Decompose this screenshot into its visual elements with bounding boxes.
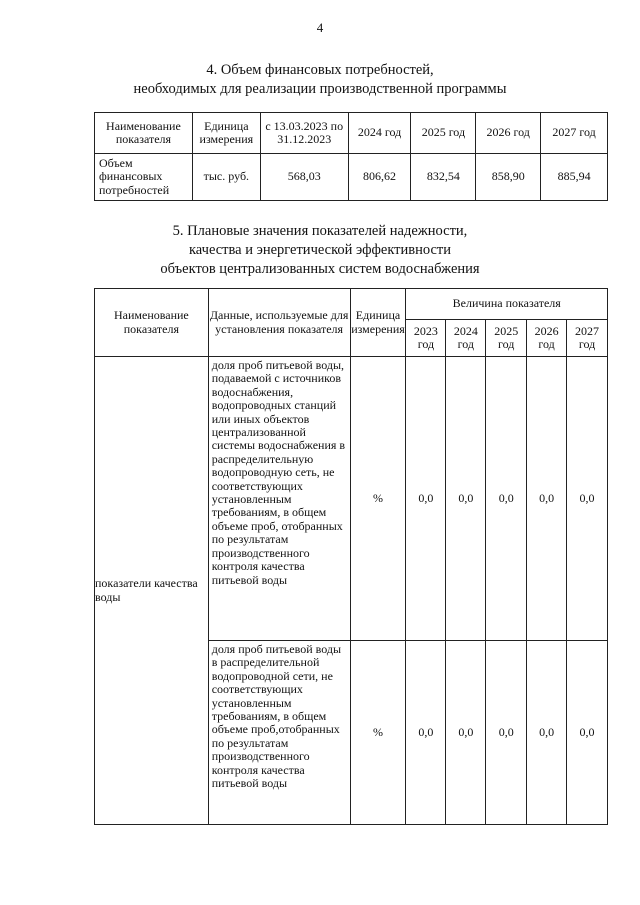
page-number: 4	[316, 20, 324, 35]
cell-2026: 858,90	[476, 154, 541, 201]
table-row	[95, 357, 608, 641]
cell-2025: 832,54	[411, 154, 476, 201]
cell-unit: %	[350, 641, 406, 825]
cell-value: 0,0	[567, 641, 608, 825]
section5-title	[0, 222, 640, 279]
cell-name: Объем финансовых потребностей	[95, 154, 193, 201]
header-period: с 13.03.2023 по 31.12.2023	[260, 113, 348, 154]
cell-2024: 806,62	[348, 154, 411, 201]
header-year-2027: 2027 год	[567, 320, 608, 357]
cell-unit: %	[350, 357, 406, 641]
header-value: Величина показателя	[406, 289, 608, 320]
header-data: Данные, используемые для установления показателя	[208, 289, 350, 357]
table-row	[95, 154, 608, 201]
section5-title-line1: 5. Плановые значения показателей надежности,	[172, 223, 468, 239]
section4-title-line1: 4. Объем финансовых потребностей,	[206, 62, 434, 78]
table-header-row	[95, 113, 608, 154]
header-2025: 2025 год	[411, 113, 476, 154]
section4-title	[0, 61, 640, 99]
cell-value: 0,0	[406, 357, 446, 641]
table-header-row	[95, 289, 608, 320]
header-unit: Единица измерения	[192, 113, 260, 154]
header-2026: 2026 год	[476, 113, 541, 154]
cell-value: 0,0	[446, 641, 486, 825]
cell-value: 0,0	[527, 357, 567, 641]
header-name: Наименование показателя	[95, 289, 209, 357]
cell-value: 0,0	[527, 641, 567, 825]
cell-period: 568,03	[260, 154, 348, 201]
section5-title-line2: качества и энергетической эффективности	[188, 242, 452, 258]
header-year-2026: 2026 год	[527, 320, 567, 357]
header-2027: 2027 год	[541, 113, 608, 154]
cell-description: доля проб питьевой воды, подаваемой с источников водоснабжения, водопроводных станций или иных объектов централизованной системы водоснабжения в распределительную водопроводную сеть, не соответствующих установленным требованиям, в общем объеме проб, отобранных по результатам производственного контроля качества питьевой воды	[208, 357, 350, 641]
header-unit: Единица измерения	[350, 289, 406, 357]
cell-value: 0,0	[446, 357, 486, 641]
section4-title-line2: необходимых для реализации производственной программы	[133, 81, 507, 97]
cell-description: доля проб питьевой воды в распределительной водопроводной сети, не соответствующих установленным требованиям, в общем объеме проб,отобранных по результатам производственного контроля качества питьевой воды	[208, 641, 350, 825]
header-year-2023: 2023 год	[406, 320, 446, 357]
cell-value: 0,0	[406, 641, 446, 825]
cell-value: 0,0	[486, 641, 527, 825]
quality-indicators-table	[94, 288, 608, 825]
section5-title-line3: объектов централизованных систем водоснабжения	[160, 261, 480, 277]
header-year-2025: 2025 год	[486, 320, 527, 357]
header-year-2024: 2024 год	[446, 320, 486, 357]
header-2024: 2024 год	[348, 113, 411, 154]
cell-unit: тыс. руб.	[192, 154, 260, 201]
cell-parameter: показатели качества воды	[95, 357, 209, 825]
cell-2027: 885,94	[541, 154, 608, 201]
header-name: Наименование показателя	[95, 113, 193, 154]
cell-value: 0,0	[486, 357, 527, 641]
financial-needs-table	[94, 112, 608, 201]
cell-value: 0,0	[567, 357, 608, 641]
